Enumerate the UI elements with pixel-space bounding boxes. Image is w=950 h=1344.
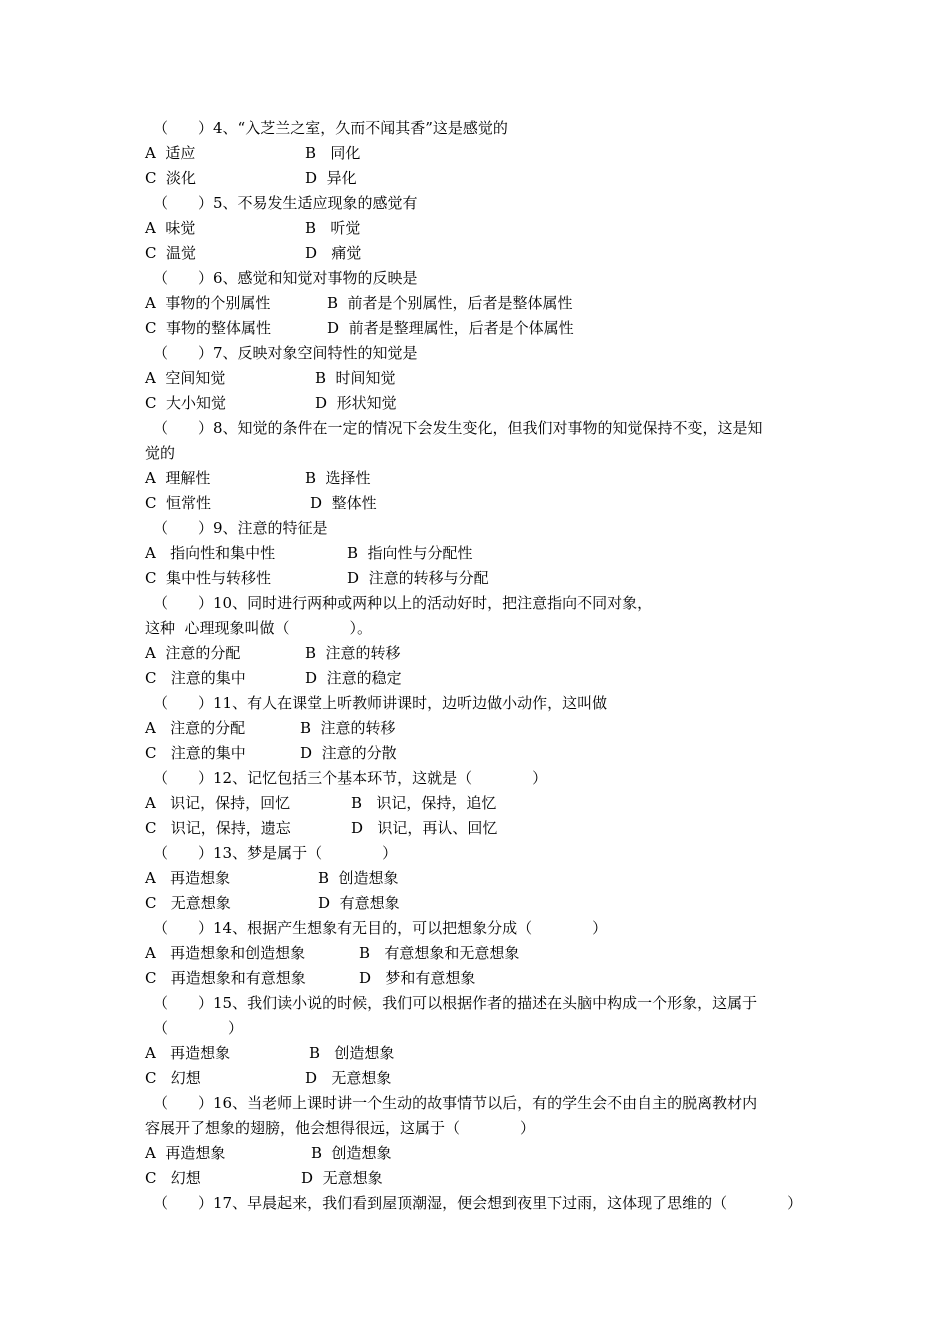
question-stem-continuation: 容展开了想象的翅膀，他会想得很远，这属于（ ） (145, 1119, 536, 1137)
option-d: D 无意想象 (301, 1169, 383, 1187)
option-row (145, 316, 574, 340)
option-b: B 听觉 (305, 219, 361, 237)
option-b: B 有意想象和无意想象 (359, 944, 520, 962)
question-stem: （ ）13、梦是属于（ ） (153, 844, 398, 862)
question-stem: （ ）5、不易发生适应现象的感觉有 (153, 194, 418, 212)
option-b: B 前者是个别属性，后者是整体属性 (327, 294, 573, 312)
question-stem: （ ）15、我们读小说的时候，我们可以根据作者的描述在头脑中构成一个形象，这属于 (153, 994, 758, 1012)
option-b: B 时间知觉 (315, 369, 396, 387)
option-row (145, 541, 473, 565)
option-a: A 注意的分配 (145, 719, 246, 737)
question-stem: （ ）16、当老师上课时讲一个生动的故事情节以后，有的学生会不由自主的脱离教材内 (153, 1094, 758, 1112)
option-row (145, 966, 476, 990)
option-row (145, 216, 361, 240)
option-d: D 识记，再认、回忆 (351, 819, 498, 837)
option-a: A 味觉 (145, 219, 196, 237)
option-c: C 再造想象和有意想象 (145, 969, 306, 987)
question-stem-continuation: （ ） (153, 1019, 244, 1037)
option-a: A 再造想象 (145, 869, 231, 887)
question-stem: （ ）6、感觉和知觉对事物的反映是 (153, 269, 418, 287)
option-d: D 梦和有意想象 (359, 969, 476, 987)
option-row (145, 816, 498, 840)
option-b: B 同化 (305, 144, 361, 162)
question-stem: （ ）11、有人在课堂上听教师讲课时，边听边做小动作，这叫做 (153, 694, 608, 712)
option-a: A 理解性 (145, 469, 211, 487)
option-row (145, 866, 399, 890)
option-b: B 创造想象 (318, 869, 399, 887)
option-b: B 创造想象 (309, 1044, 395, 1062)
option-d: D 整体性 (310, 494, 377, 512)
question-stem: （ ）9、注意的特征是 (153, 519, 328, 537)
option-a: A 空间知觉 (145, 369, 226, 387)
option-c: C 恒常性 (145, 494, 212, 512)
option-c: C 温觉 (145, 244, 197, 262)
question-stem: （ ）12、记忆包括三个基本环节，这就是（ ） (153, 769, 548, 787)
option-d: D 痛觉 (305, 244, 362, 262)
option-row (145, 466, 371, 490)
option-c: C 注意的集中 (145, 669, 246, 687)
option-row (145, 941, 520, 965)
option-d: D 形状知觉 (315, 394, 397, 412)
option-d: D 有意想象 (318, 894, 400, 912)
option-c: C 注意的集中 (145, 744, 246, 762)
option-row (145, 491, 377, 515)
option-a: A 事物的个别属性 (145, 294, 271, 312)
option-row (145, 716, 396, 740)
option-d: D 异化 (305, 169, 357, 187)
option-row (145, 666, 402, 690)
question-stem: （ ）8、知觉的条件在一定的情况下会发生变化，但我们对事物的知觉保持不变，这是知 (153, 419, 763, 437)
option-a: A 再造想象和创造想象 (145, 944, 306, 962)
option-d: D 注意的稳定 (305, 669, 402, 687)
option-d: D 注意的转移与分配 (347, 569, 489, 587)
option-c: C 幻想 (145, 1069, 201, 1087)
option-row (145, 1066, 392, 1090)
option-c: C 无意想象 (145, 894, 231, 912)
question-stem: （ ）17、早晨起来，我们看到屋顶潮湿，便会想到夜里下过雨，这体现了思维的（ ） (153, 1194, 803, 1212)
option-a: A 适应 (145, 144, 196, 162)
option-row (145, 1166, 383, 1190)
option-b: B 注意的转移 (305, 644, 401, 662)
option-row (145, 741, 397, 765)
option-row (145, 641, 401, 665)
option-row (145, 166, 357, 190)
option-row (145, 241, 362, 265)
option-b: B 注意的转移 (300, 719, 396, 737)
question-stem: （ ）10、同时进行两种或两种以上的活动好时，把注意指向不同对象， (153, 594, 653, 612)
option-b: B 指向性与分配性 (347, 544, 473, 562)
option-c: C 幻想 (145, 1169, 201, 1187)
option-b: B 选择性 (305, 469, 371, 487)
option-row (145, 291, 573, 315)
option-a: A 注意的分配 (145, 644, 241, 662)
question-stem: （ ）4、“入芝兰之室，久而不闻其香”这是感觉的 (153, 119, 508, 137)
option-a: A 再造想象 (145, 1044, 231, 1062)
option-c: C 识记，保持，遗忘 (145, 819, 291, 837)
question-stem: （ ）7、反映对象空间特性的知觉是 (153, 344, 418, 362)
option-row (145, 366, 396, 390)
option-a: A 再造想象 (145, 1144, 226, 1162)
option-d: D 前者是整理属性，后者是个体属性 (327, 319, 574, 337)
option-c: C 大小知觉 (145, 394, 227, 412)
option-c: C 事物的整体属性 (145, 319, 272, 337)
option-a: A 指向性和集中性 (145, 544, 276, 562)
option-c: C 淡化 (145, 169, 197, 187)
question-stem: （ ）14、根据产生想象有无目的，可以把想象分成（ ） (153, 919, 608, 937)
option-row (145, 891, 400, 915)
option-d: D 无意想象 (305, 1069, 392, 1087)
option-row (145, 1141, 392, 1165)
option-b: B 创造想象 (311, 1144, 392, 1162)
option-a: A 识记，保持，回忆 (145, 794, 291, 812)
question-stem-continuation: 这种 心理现象叫做（ ）。 (145, 619, 373, 637)
option-row (145, 391, 397, 415)
option-b: B 识记，保持，追忆 (351, 794, 497, 812)
option-row (145, 791, 497, 815)
option-d: D 注意的分散 (300, 744, 397, 762)
question-stem-continuation: 觉的 (145, 444, 176, 462)
option-row (145, 566, 489, 590)
option-row (145, 1041, 395, 1065)
option-row (145, 141, 361, 165)
option-c: C 集中性与转移性 (145, 569, 272, 587)
